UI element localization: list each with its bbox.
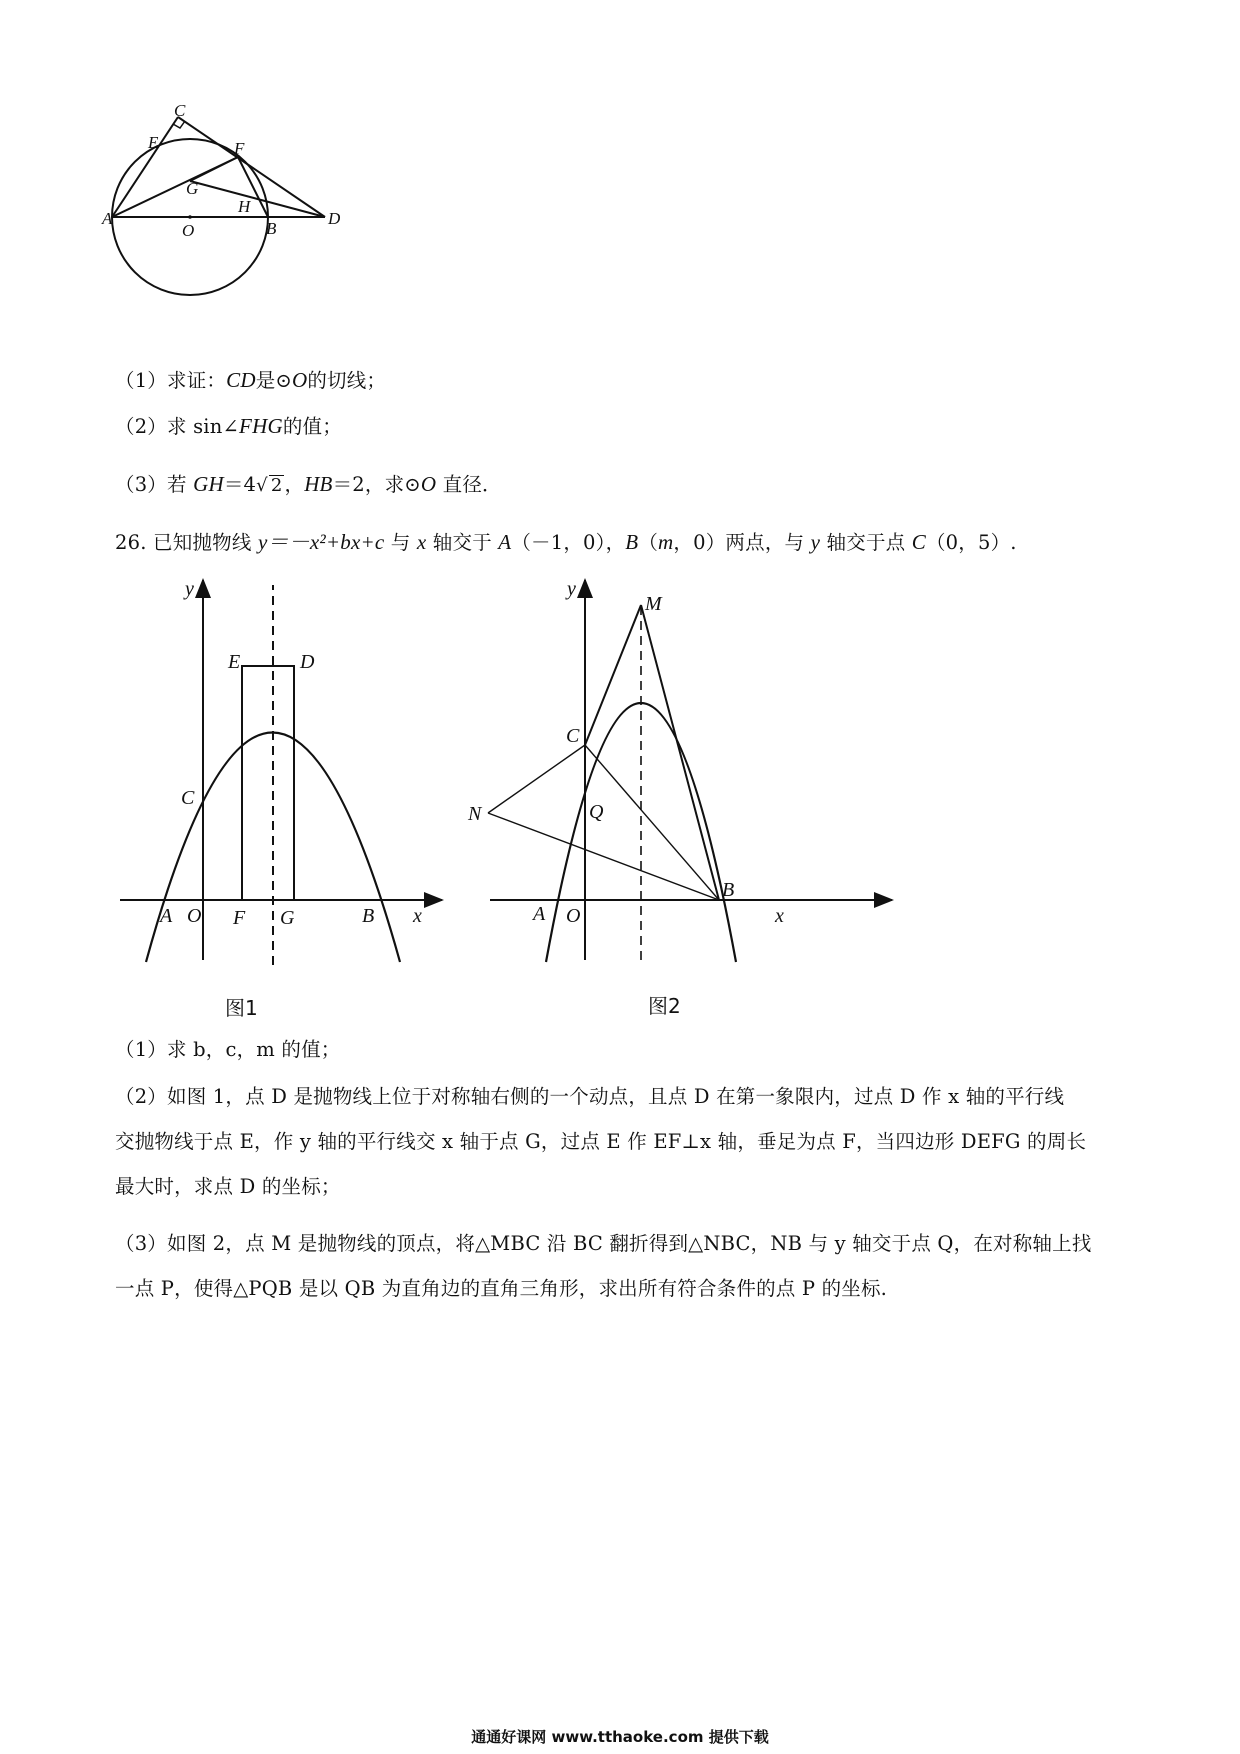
label-o: O — [182, 221, 195, 240]
label-f: F — [234, 139, 245, 158]
segment-nb — [488, 813, 719, 900]
circle-tangent-figure — [102, 101, 400, 310]
label-h: H — [238, 197, 251, 216]
label-a: A — [102, 209, 113, 228]
fig2-label-n: N — [468, 803, 482, 825]
fig1-label-e: E — [228, 651, 241, 673]
fig1-label-y: y — [185, 578, 194, 600]
fig2-label-q: Q — [589, 801, 604, 823]
fig1-label-c: C — [181, 787, 195, 809]
fig2-label-m: M — [645, 593, 662, 615]
label-b: B — [266, 219, 277, 238]
q26-part3-line2: 一点 P，使得△PQB 是以 QB 为直角边的直角三角形，求出所有符合条件的点 P 的坐标. — [115, 1277, 888, 1300]
page-footer: 通通好课网 www.tthaoke.com 提供下载 — [471, 1728, 769, 1746]
fig2-label-y: y — [567, 578, 576, 600]
q25-part2: （2）求 sin∠FHG的值； — [115, 414, 342, 438]
q25-part3: （3）若 GH＝4√ 2 ，HB＝2，求⊙O 直径． — [115, 472, 502, 496]
label-e: E — [148, 133, 159, 152]
fig1-label-f: F — [233, 907, 246, 929]
fig2-label-x: x — [775, 905, 784, 927]
fig2-label-o: O — [566, 905, 581, 927]
fig1-label-a: A — [160, 905, 173, 927]
fig1-label-o: O — [187, 905, 202, 927]
fig2-label-a: A — [533, 903, 546, 925]
label-d: D — [328, 209, 341, 228]
fig1-label-g: G — [280, 907, 295, 929]
q26-part1: （1）求 b，c，m 的值； — [115, 1038, 341, 1061]
fig1-label-b: B — [362, 905, 375, 927]
segment-nc — [488, 745, 585, 813]
fig1-label-d: D — [300, 651, 315, 673]
q26-part2-line1: （2）如图 1，点 D 是抛物线上位于对称轴右侧的一个动点，且点 D 在第一象限内，过点 D 作 x 轴的平行线 — [115, 1085, 1065, 1108]
segment-cd — [178, 117, 325, 217]
q25-part1: （1）求证：CD是⊙O的切线； — [115, 368, 387, 392]
q26-part3-line1: （3）如图 2，点 M 是抛物线的顶点，将△MBC 沿 BC 翻折得到△NBC，NB 与 y 轴交于点 Q，在对称轴上找 — [115, 1232, 1092, 1255]
fig2-label-b: B — [722, 879, 735, 901]
q26-stem: 26. 已知抛物线 y＝－x²+bx+c 与 x 轴交于 A（－1，0），B（m，0）两点，与 y 轴交于点 C（0，5）. — [115, 530, 1017, 554]
fig2-label-c: C — [566, 725, 580, 747]
label-c: C — [174, 101, 186, 120]
segment-gd — [190, 181, 325, 217]
figure-1 — [130, 570, 460, 970]
fig1-caption: 图1 — [225, 996, 258, 1020]
q26-part2-line2: 交抛物线于点 E，作 y 轴的平行线交 x 轴于点 G，过点 E 作 EF⊥x 轴，垂足为点 F，当四边形 DEFG 的周长 — [115, 1130, 1087, 1153]
segment-gf — [190, 157, 238, 181]
fig1-label-x: x — [413, 905, 422, 927]
rectangle-defg — [242, 666, 294, 900]
label-g: G — [186, 179, 199, 198]
fig2-caption: 图2 — [648, 994, 681, 1018]
q26-part2-line3: 最大时，求点 D 的坐标； — [115, 1175, 341, 1198]
figure-2 — [468, 570, 900, 970]
